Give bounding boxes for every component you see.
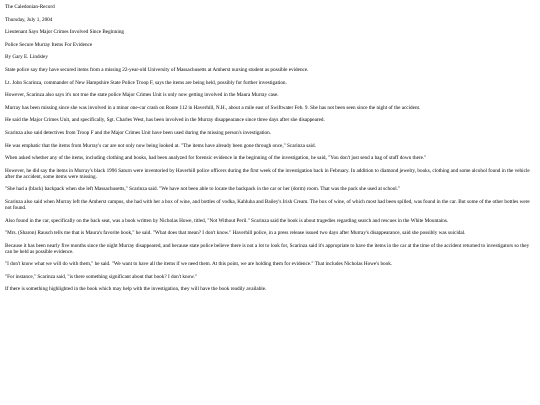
paragraph: Lt. John Scarinza, commander of New Hampshire State Police Troop F, says the items are being held, possibly for further investigation. [5, 79, 287, 86]
publication-name: The Caledonian-Record [5, 4, 55, 10]
paragraph: Also found in the car, specifically on the back seat, was a book written by Nicholas Howe, titled, "Not Without Peril." Scarinza said the book is about tragedies regarding search and rescues in the White Mountains. [5, 217, 449, 224]
paragraph: However, Scarinza also says it's not true the state police Major Crimes Unit is only now getting involved in the Maura Murray case. [5, 92, 279, 99]
article-body [5, 67, 535, 293]
paragraph: "For instance," Scarinza said, "is there something significant about that book? I don't know." [5, 273, 198, 280]
paragraph: However, he did say the items in Murray's black 1996 Saturn were inventoried by Haverhill police officers during the first week of the investigation back in February. In addition to diamond jewelry, books, clothing and some alcohol found in the vehicle after the accident, some items were missing. [5, 167, 530, 180]
paragraph: Because it has been nearly five months since the night Murray disappeared, and because state police believe there is not a lot to look for, Scarinza said it's appropriate to have the items in the car at the time of the accident returned to investigators so they can be held as possible evidence. [5, 242, 530, 255]
paragraph: "I don't know what we will do with them," he said. "We want to have all the items if we need them. At this point, we are holding them for evidence." That includes Nicholas Howe's book. [5, 261, 393, 268]
subheadline: Police Secure Murray Items For Evidence [5, 41, 93, 48]
paragraph: Scarinza also said detectives from Troop F and the Major Crimes Unit have been used during the missing person's investigation. [5, 129, 272, 136]
paragraph: "Mrs. (Sharon) Rausch tells me that is Maura's favorite book," he said. "What does that mean? I don't know." Haverhill police, in a press release issued two days after Murray's disappearance, said she possibly was suicidal. [5, 230, 466, 237]
paragraph: If there is something highlighted in the book which may help with the investigation, they will have the book readily available. [5, 286, 267, 293]
byline: By Gary E. Lindsley [5, 54, 48, 61]
paragraph: Scarinza also said when Murray left the Amherst campus, she had with her a box of wine, and bottles of vodka, Kahluha and Bailey's Irish Cream. The box of wine, of which most had been spilled, was found in the car. But some of the other bottles were not found. [5, 198, 530, 211]
paragraph: "She had a (black) backpack when she left Massachusetts," Scarinza said. "We have not been able to locate the backpack in the car or her (dorm) room. That was the pack she used at school." [5, 186, 401, 193]
paragraph: He was emphatic that the items from Murray's car are not only now being looked at. "The items have already been gone through once," Scarinza said. [5, 142, 316, 149]
paragraph: When asked whether any of the items, including clothing and books, had been analyzed for forensic evidence in the beginning of the investigation, he said, "You don't just send a bag of stuff down there." [5, 155, 427, 162]
headline: Lieutenant Says Major Crimes Involved Since Beginning [5, 29, 125, 36]
publication-date: Thursday, July 1, 2004 [5, 16, 53, 23]
paragraph: He said the Major Crimes Unit, and specifically, Sgt. Charles West, has been involved in the Murray disappearance since three days after she disappeared. [5, 117, 325, 124]
paragraph: State police say they have secured items from a missing 22-year-old University of Massachusetts at Amherst nursing student as possible evidence. [5, 66, 309, 73]
paragraph: Murray has been missing since she was involved in a minor one-car crash on Route 112 in Haverhill, N.H., about a mile east of Swiftwater Feb. 9. She has not been seen since the night of the accident. [5, 104, 421, 111]
